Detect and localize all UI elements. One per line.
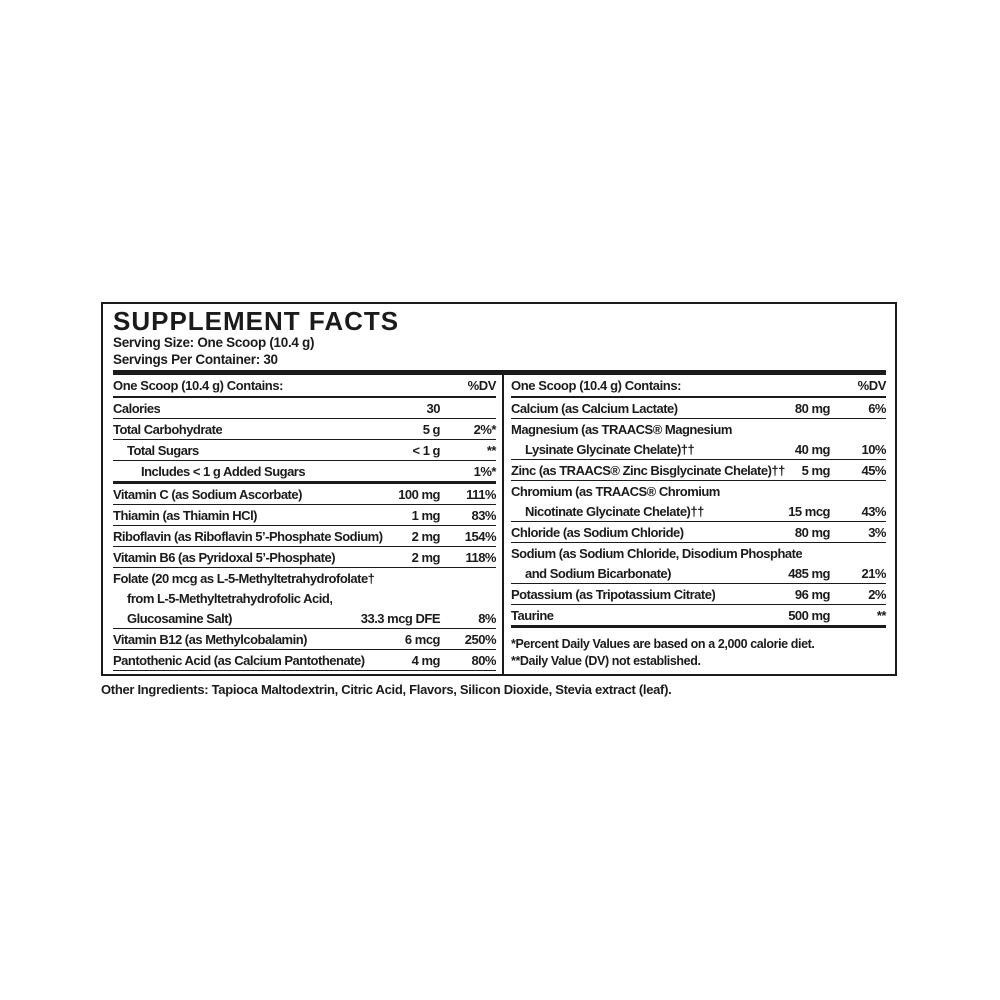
table-row <box>113 650 496 671</box>
nutrient-name: Taurine <box>511 607 554 623</box>
column-header-right <box>511 375 886 398</box>
table-row <box>113 547 496 568</box>
nutrient-amount: 500 mg <box>788 607 830 623</box>
table-row <box>113 526 496 547</box>
column-header-left-label: One Scoop (10.4 g) Contains: <box>113 378 284 393</box>
nutrient-column-left <box>103 375 502 674</box>
nutrient-rows-right <box>511 398 886 628</box>
table-row <box>113 461 496 484</box>
nutrient-amount: 6 mcg <box>404 631 440 647</box>
dv-header-right: %DV <box>857 378 886 393</box>
other-ingredients-text: Other Ingredients: Tapioca Maltodextrin, Citric Acid, Flavors, Silicon Dioxide, Stevia extract (leaf). <box>101 682 672 697</box>
table-row <box>511 419 886 460</box>
nutrient-dv: 250% <box>464 631 496 647</box>
nutrient-dv: ** <box>876 607 886 623</box>
nutrient-name: Total Sugars <box>127 442 199 458</box>
nutrient-amount: 1 mg <box>411 507 440 523</box>
table-row <box>113 398 496 419</box>
table-row <box>511 460 886 481</box>
nutrient-dv: ** <box>486 442 496 458</box>
nutrient-name: Nicotinate Glycinate Chelate)†† <box>525 503 704 519</box>
dv-header-left: %DV <box>467 378 496 393</box>
nutrient-name: Chromium (as TRAACS® Chromium <box>511 483 720 499</box>
nutrient-amount: 96 mg <box>794 586 830 602</box>
nutrient-amount: 2 mg <box>411 549 440 565</box>
nutrient-dv: 8% <box>478 610 496 626</box>
table-row <box>511 605 886 628</box>
nutrient-dv: 10% <box>861 441 886 457</box>
panel-title: SUPPLEMENT FACTS <box>113 306 400 336</box>
nutrient-amount: 40 mg <box>794 441 830 457</box>
nutrient-name: Calories <box>113 400 161 416</box>
table-row <box>113 419 496 440</box>
table-row <box>511 522 886 543</box>
column-header-left <box>113 375 496 398</box>
column-header-right-label: One Scoop (10.4 g) Contains: <box>511 378 682 393</box>
serving-size-text: Serving Size: One Scoop (10.4 g) <box>113 335 315 350</box>
nutrient-name: Sodium (as Sodium Chloride, Disodium Phosphate <box>511 545 803 561</box>
nutrient-name: Potassium (as Tripotassium Citrate) <box>511 586 716 602</box>
footnote-line: **Daily Value (DV) not established. <box>511 654 701 668</box>
footnotes <box>511 628 886 670</box>
nutrient-name: Pantothenic Acid (as Calcium Pantothenate) <box>113 652 365 668</box>
nutrient-name: Vitamin C (as Sodium Ascorbate) <box>113 486 302 502</box>
nutrient-columns <box>103 375 895 674</box>
nutrient-dv: 2% <box>868 586 886 602</box>
table-row <box>511 481 886 522</box>
nutrient-dv: 45% <box>861 462 886 478</box>
panel-header <box>103 304 895 368</box>
nutrient-rows-left <box>113 398 496 671</box>
nutrient-dv: 43% <box>861 503 886 519</box>
nutrient-dv: 1%* <box>473 463 496 479</box>
nutrient-name: Vitamin B6 (as Pyridoxal 5’-Phosphate) <box>113 549 336 565</box>
table-row <box>511 398 886 419</box>
nutrient-amount: 2 mg <box>411 528 440 544</box>
supplement-facts-panel <box>101 302 897 676</box>
nutrient-name: Glucosamine Salt) <box>127 610 232 626</box>
nutrient-dv: 21% <box>861 565 886 581</box>
nutrient-name: Folate (20 mcg as L-5-Methyltetrahydrofolate† <box>113 570 375 586</box>
footnote-line: *Percent Daily Values are based on a 2,000 calorie diet. <box>511 637 815 651</box>
nutrient-dv: 2%* <box>473 421 496 437</box>
nutrient-dv: 83% <box>471 507 496 523</box>
nutrient-name: and Sodium Bicarbonate) <box>525 565 671 581</box>
nutrient-name: Magnesium (as TRAACS® Magnesium <box>511 421 732 437</box>
nutrient-dv: 80% <box>471 652 496 668</box>
nutrient-dv: 118% <box>465 549 496 565</box>
nutrient-dv: 6% <box>868 400 886 416</box>
nutrient-amount: 5 g <box>422 421 440 437</box>
table-row <box>511 584 886 605</box>
nutrient-amount: 80 mg <box>794 400 830 416</box>
table-row <box>113 505 496 526</box>
nutrient-amount: 33.3 mcg DFE <box>360 610 440 626</box>
nutrient-name: Zinc (as TRAACS® Zinc Bisglycinate Chelate)†† <box>511 462 785 478</box>
nutrient-amount: 100 mg <box>398 486 440 502</box>
nutrient-amount: < 1 g <box>412 442 440 458</box>
table-row <box>113 568 496 629</box>
nutrient-name: Vitamin B12 (as Methylcobalamin) <box>113 631 307 647</box>
servings-per-container-text: Servings Per Container: 30 <box>113 351 278 367</box>
nutrient-column-right <box>502 375 895 674</box>
nutrient-name: Riboflavin (as Riboflavin 5’-Phosphate Sodium) <box>113 528 383 544</box>
nutrient-name: Includes < 1 g Added Sugars <box>141 463 306 479</box>
table-row <box>113 440 496 461</box>
table-row <box>113 484 496 505</box>
nutrient-name: from L-5-Methyltetrahydrofolic Acid, <box>127 590 333 606</box>
nutrient-name: Lysinate Glycinate Chelate)†† <box>525 441 695 457</box>
nutrient-name: Chloride (as Sodium Chloride) <box>511 524 684 540</box>
nutrient-amount: 15 mcg <box>788 503 830 519</box>
nutrient-amount: 30 <box>426 400 440 416</box>
table-row <box>113 629 496 650</box>
table-row <box>511 543 886 584</box>
nutrient-dv: 3% <box>868 524 886 540</box>
nutrient-amount: 485 mg <box>788 565 830 581</box>
nutrient-amount: 4 mg <box>411 652 440 668</box>
nutrient-dv: 111% <box>466 486 496 502</box>
nutrient-name: Calcium (as Calcium Lactate) <box>511 400 678 416</box>
nutrient-name: Thiamin (as Thiamin HCl) <box>113 507 258 523</box>
nutrient-amount: 80 mg <box>794 524 830 540</box>
nutrient-amount: 5 mg <box>801 462 830 478</box>
nutrient-name: Total Carbohydrate <box>113 421 223 437</box>
nutrient-dv: 154% <box>464 528 496 544</box>
